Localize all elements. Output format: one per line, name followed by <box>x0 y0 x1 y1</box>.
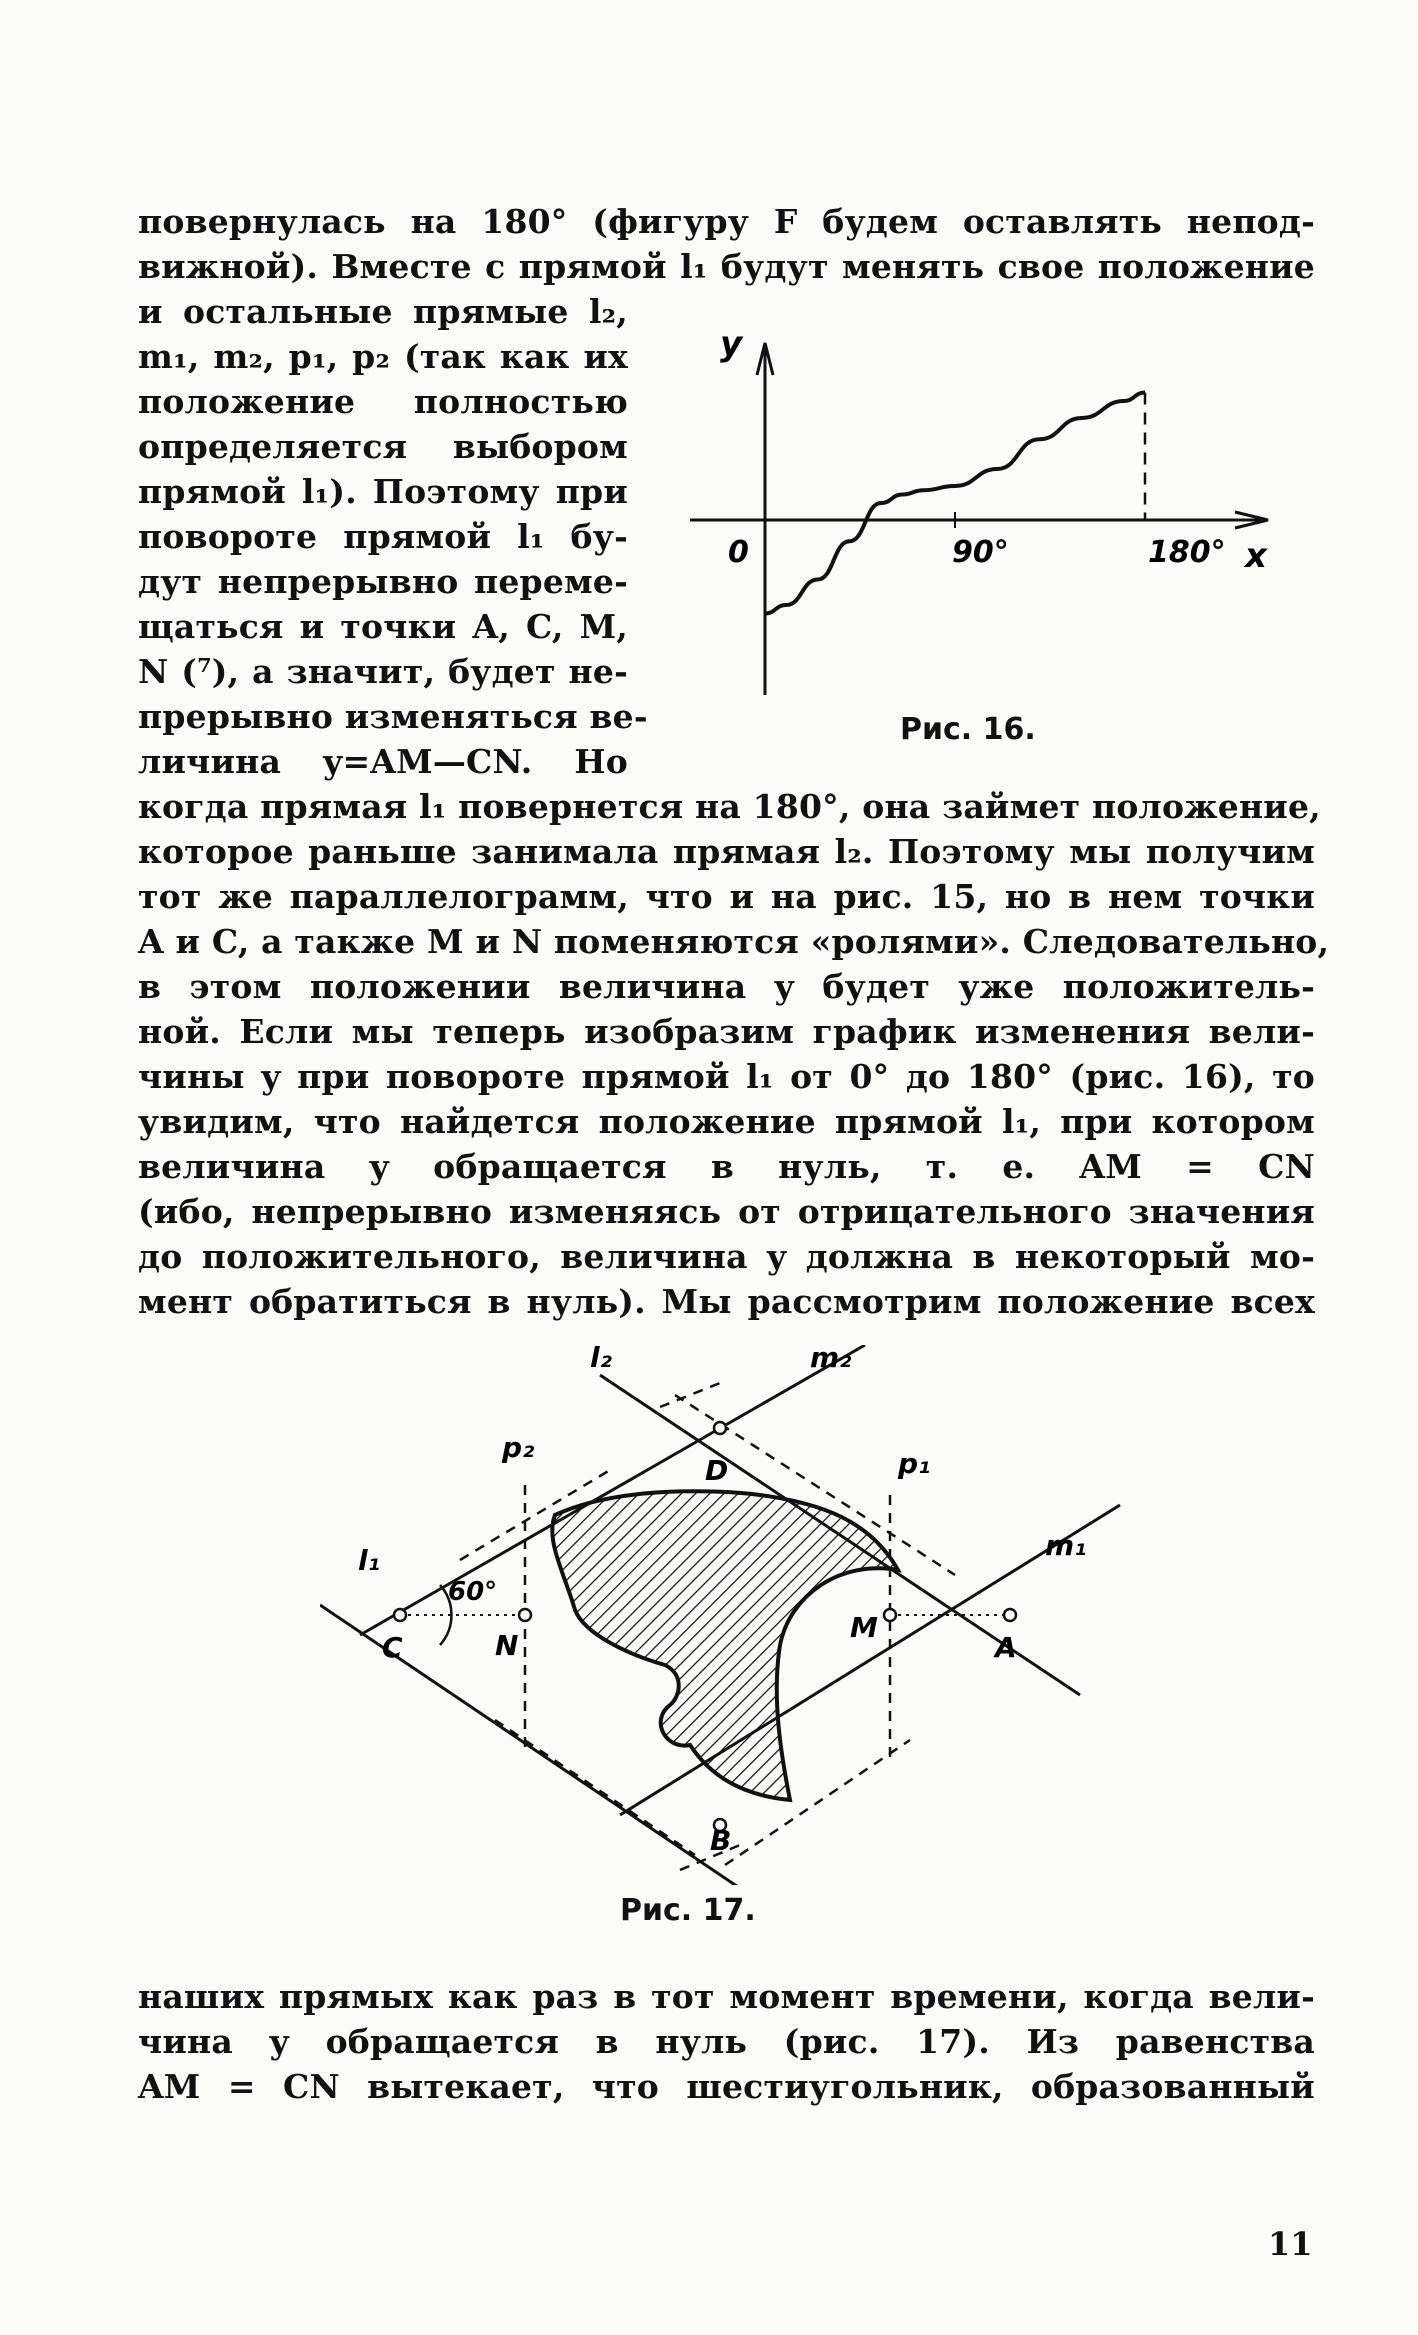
label-m2: m₂ <box>810 1345 852 1374</box>
text-line: A и C, а также M и N поменяются «ролями». Следовательно, <box>138 922 1330 961</box>
point-A <box>1004 1609 1016 1621</box>
text-line: увидим, что найдется положение прямой l₁, при котором <box>138 1102 1315 1141</box>
label-N: N <box>495 1629 519 1662</box>
text-line: и остальные прямые l₂, <box>138 292 628 331</box>
label-B: B <box>710 1824 732 1857</box>
label-l1: l₁ <box>358 1544 380 1577</box>
point-D <box>714 1422 726 1434</box>
label-p1: p₁ <box>898 1447 931 1480</box>
text-line: мент обратиться в нуль). Мы рассмотрим положение всех <box>138 1282 1315 1321</box>
curve-y <box>765 393 1145 614</box>
text-line: до положительного, величина y должна в некоторый мо- <box>138 1237 1315 1276</box>
text-line: чина y обращается в нуль (рис. 17). Из равенства <box>138 2022 1315 2061</box>
figure-17-diagram <box>320 1345 1140 1885</box>
text-line: AM = CN вытекает, что шестиугольник, образованный <box>138 2067 1315 2106</box>
point-M <box>884 1609 896 1621</box>
text-line: личина y=AM—CN. Но <box>138 742 628 781</box>
label-l2: l₂ <box>590 1345 612 1374</box>
label-m1: m₁ <box>1045 1529 1087 1562</box>
y-axis-label: y <box>720 325 743 364</box>
tick-label-90: 90° <box>952 535 1009 570</box>
text-line: положение полностью <box>138 382 628 421</box>
label-C: C <box>382 1631 403 1664</box>
x-axis-label: x <box>1245 536 1267 576</box>
label-p2: p₂ <box>502 1431 535 1464</box>
figure-F-hatched <box>552 1491 898 1800</box>
text-line: щаться и точки A, C, M, <box>138 607 628 646</box>
text-line: прямой l₁). Поэтому при <box>138 472 628 511</box>
text-line: которое раньше занимала прямая l₂. Поэтому мы получим <box>138 832 1315 871</box>
figure-16-chart <box>680 325 1300 725</box>
label-A: A <box>995 1631 1017 1664</box>
text-line: m₁, m₂, p₁, p₂ (так как их <box>138 337 628 376</box>
figure-17-caption: Рис. 17. <box>620 1893 756 1928</box>
text-line: ной. Если мы теперь изобразим график изменения вели- <box>138 1012 1315 1051</box>
text-line: прерывно изменяться ве- <box>138 697 648 736</box>
point-C <box>394 1609 406 1621</box>
text-line: (ибо, непрерывно изменяясь от отрицательного значения <box>138 1192 1315 1231</box>
text-line: чины y при повороте прямой l₁ от 0° до 180° (рис. 16), то <box>138 1057 1315 1096</box>
label-angle: 60° <box>448 1577 498 1607</box>
tick-label-180: 180° <box>1148 535 1226 570</box>
text-line: N (⁷), а значит, будет не- <box>138 652 628 691</box>
text-line: определяется выбором <box>138 427 628 466</box>
text-line: когда прямая l₁ повернется на 180°, она займет положение, <box>138 787 1321 826</box>
text-line: дут непрерывно переме- <box>138 562 628 601</box>
text-line: величина y обращается в нуль, т. е. AM = CN <box>138 1147 1315 1186</box>
figure-16-caption: Рис. 16. <box>900 712 1036 747</box>
label-D: D <box>705 1454 729 1487</box>
text-line: наших прямых как раз в тот момент времени, когда вели- <box>138 1977 1315 2016</box>
origin-label: 0 <box>728 535 749 570</box>
text-line: тот же параллелограмм, что и на рис. 15, но в нем точки <box>138 877 1315 916</box>
dashed-line-top <box>660 1383 720 1407</box>
text-line: повернулась на 180° (фигуру F будем оставлять непод- <box>138 202 1315 241</box>
label-M: M <box>850 1611 878 1644</box>
page-number: 11 <box>1268 2225 1313 2263</box>
text-line: вижной). Вместе с прямой l₁ будут менять свое положение <box>138 247 1315 286</box>
text-line: в этом положении величина y будет уже положитель- <box>138 967 1315 1006</box>
text-line: повороте прямой l₁ бу- <box>138 517 628 556</box>
point-N <box>519 1609 531 1621</box>
